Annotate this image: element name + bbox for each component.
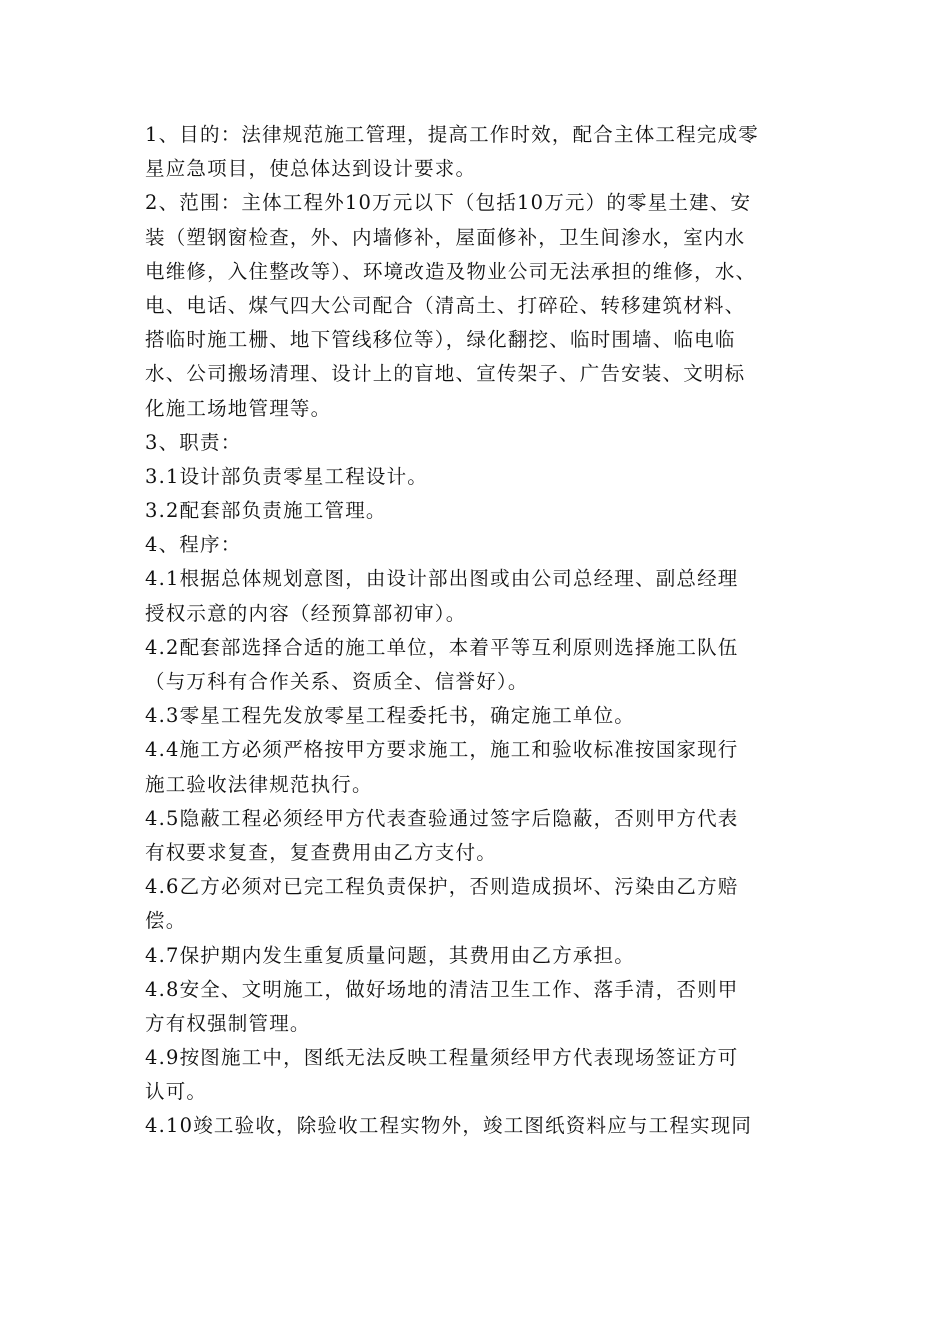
text-line: 1、目的：法律规范施工管理，提高工作时效，配合主体工程完成零 <box>145 123 759 146</box>
text-line: 星应急项目，使总体达到设计要求。 <box>145 157 477 181</box>
text-line: 4.6乙方必须对已完工程负责保护，否则造成损坏、污染由乙方赔 <box>145 875 739 899</box>
text-line: 4.2配套部选择合适的施工单位，本着平等互利原则选择施工队伍 <box>145 635 739 659</box>
text-line: 4.5隐蔽工程必须经甲方代表查验通过签字后隐蔽，否则甲方代表 <box>145 806 739 830</box>
text-line: 搭临时施工栅、地下管线移位等），绿化翻挖、临时围墙、临电临 <box>145 328 736 352</box>
section-heading: 4、程序： <box>145 533 242 557</box>
text-line: 4.7保护期内发生重复质量问题，其费用由乙方承担。 <box>145 943 636 967</box>
text-line: 4.8安全、文明施工，做好场地的清洁卫生工作、落手清，否则甲 <box>145 977 739 1001</box>
text-line: 4.4施工方必须严格按甲方要求施工，施工和验收标准按国家现行 <box>145 738 739 762</box>
text-line: 电维修，入住整改等）、环境改造及物业公司无法承担的维修，水、 <box>145 259 757 283</box>
text-line: 电、电话、煤气四大公司配合（清高土、打碎砼、转移建筑材料、 <box>145 293 746 317</box>
text-line: 3.2配套部负责施工管理。 <box>145 499 387 523</box>
text-line: 施工验收法律规范执行。 <box>145 772 373 796</box>
text-line: 授权示意的内容（经预算部初审）。 <box>145 601 467 625</box>
text-line: 4.1根据总体规划意图，由设计部出图或由公司总经理、副总经理 <box>145 567 739 591</box>
text-line: 偿。 <box>145 909 187 933</box>
text-line: 4.9按图施工中，图纸无法反映工程量须经甲方代表现场签证方可 <box>145 1046 739 1070</box>
text-line: 有权要求复查，复查费用由乙方支付。 <box>145 840 497 864</box>
document-body <box>145 118 825 1144</box>
text-line: 水、公司搬场清理、设计上的盲地、宣传架子、广告安装、文明标 <box>145 362 746 386</box>
text-line: 3.1设计部负责零星工程设计。 <box>145 464 429 488</box>
text-line: 2、范围：主体工程外10万元以下（包括10万元）的零星土建、安 <box>145 191 752 215</box>
text-line: 装（塑钢窗检查，外、内墙修补，屋面修补，卫生间渗水，室内水 <box>145 225 746 249</box>
text-line: 4.10竣工验收，除验收工程实物外，竣工图纸资料应与工程实现同 <box>145 1114 753 1138</box>
section-heading: 3、职责： <box>145 430 242 454</box>
text-line: 化施工场地管理等。 <box>145 396 332 420</box>
text-line: 方有权强制管理。 <box>145 1011 311 1035</box>
text-line: 4.3零星工程先发放零星工程委托书，确定施工单位。 <box>145 704 636 728</box>
text-line: 认可。 <box>145 1080 208 1104</box>
text-line: （与万科有合作关系、资质全、信誉好）。 <box>145 670 529 693</box>
